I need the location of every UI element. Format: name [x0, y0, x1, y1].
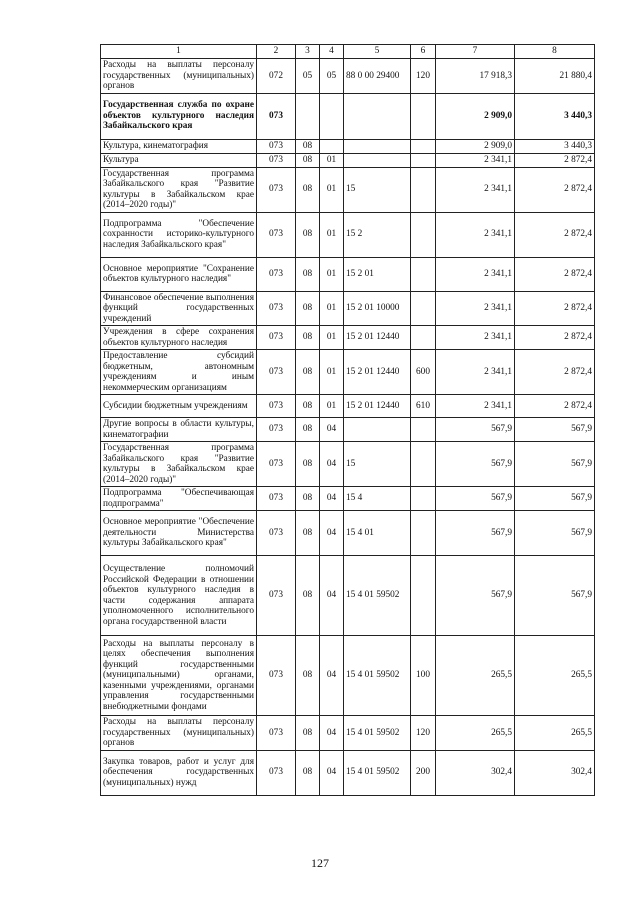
grbs-code: 073: [257, 212, 296, 257]
target-article-code: 15 4 01 59502: [344, 716, 411, 751]
budget-item-name: Предоставление субсидий бюджетным, автономным учреждениям и иным некоммерческим организациям: [101, 350, 257, 395]
amount-year-1: 2 341,1: [436, 291, 515, 326]
amount-year-1: 265,5: [436, 716, 515, 751]
table-row: [101, 716, 595, 751]
amount-year-2: 3 440,3: [515, 139, 595, 153]
subsection-code: 01: [320, 395, 344, 418]
target-article-code: [344, 139, 411, 153]
target-article-code: 15 2 01 12440: [344, 350, 411, 395]
budget-item-name: Расходы на выплаты персоналу государственных (муниципальных) органов: [101, 59, 257, 94]
section-code: 08: [296, 291, 320, 326]
subsection-code: 01: [320, 326, 344, 350]
amount-year-2: 2 872,4: [515, 257, 595, 291]
subsection-code: 01: [320, 153, 344, 167]
table-row: [101, 139, 595, 153]
table-row: [101, 418, 595, 442]
expense-type-code: [411, 153, 436, 167]
expense-type-code: [411, 326, 436, 350]
expense-type-code: [411, 511, 436, 556]
column-header-8: 8: [515, 45, 595, 59]
amount-year-2: 567,9: [515, 442, 595, 487]
target-article-code: 15 4 01 59502: [344, 636, 411, 716]
section-code: 08: [296, 716, 320, 751]
amount-year-2: 265,5: [515, 716, 595, 751]
section-code: 08: [296, 511, 320, 556]
table-row: [101, 93, 595, 139]
subsection-code: [320, 93, 344, 139]
target-article-code: 15 2 01 12440: [344, 326, 411, 350]
amount-year-1: 2 341,1: [436, 167, 515, 212]
table-row: [101, 291, 595, 326]
grbs-code: 072: [257, 59, 296, 94]
table-row: [101, 395, 595, 418]
subsection-code: 04: [320, 442, 344, 487]
amount-year-2: 2 872,4: [515, 167, 595, 212]
grbs-code: 073: [257, 326, 296, 350]
budget-item-name: Культура: [101, 153, 257, 167]
grbs-code: 073: [257, 395, 296, 418]
budget-item-name: Государственная программа Забайкальского края "Развитие культуры в Забайкальском крае (2014–2020 годы)": [101, 442, 257, 487]
expense-type-code: [411, 442, 436, 487]
budget-item-name: Расходы на выплаты персоналу в целях обеспечения выполнения функций государственными (муниципальными) органами, казенными учреждениями, органами управления государственными внебюджетными фондами: [101, 636, 257, 716]
expense-type-code: [411, 139, 436, 153]
target-article-code: 15 4 01: [344, 511, 411, 556]
amount-year-2: 2 872,4: [515, 326, 595, 350]
expense-type-code: [411, 418, 436, 442]
subsection-code: 05: [320, 59, 344, 94]
amount-year-2: 265,5: [515, 636, 595, 716]
amount-year-2: 567,9: [515, 556, 595, 636]
section-code: 08: [296, 212, 320, 257]
budget-item-name: Культура, кинематография: [101, 139, 257, 153]
amount-year-1: 2 341,1: [436, 153, 515, 167]
amount-year-1: 2 341,1: [436, 326, 515, 350]
budget-item-name: Подпрограмма "Обеспечение сохранности историко-культурного наследия Забайкальского края": [101, 212, 257, 257]
amount-year-1: 2 909,0: [436, 93, 515, 139]
table-row: [101, 750, 595, 795]
expense-type-code: [411, 291, 436, 326]
grbs-code: 073: [257, 418, 296, 442]
budget-item-name: Подпрограмма "Обеспечивающая подпрограмма": [101, 487, 257, 511]
amount-year-1: 2 341,1: [436, 257, 515, 291]
header-row: [101, 45, 595, 59]
target-article-code: 15 2 01 12440: [344, 395, 411, 418]
page-number: 127: [311, 856, 329, 870]
table-body: [101, 59, 595, 796]
subsection-code: 04: [320, 418, 344, 442]
table-row: [101, 167, 595, 212]
section-code: 08: [296, 139, 320, 153]
expense-type-code: 120: [411, 59, 436, 94]
amount-year-2: 3 440,3: [515, 93, 595, 139]
section-code: 08: [296, 395, 320, 418]
amount-year-1: 265,5: [436, 636, 515, 716]
amount-year-1: 2 341,1: [436, 395, 515, 418]
section-code: 05: [296, 59, 320, 94]
expense-type-code: 600: [411, 350, 436, 395]
subsection-code: 04: [320, 750, 344, 795]
amount-year-2: 567,9: [515, 487, 595, 511]
table-row: [101, 212, 595, 257]
amount-year-2: 567,9: [515, 511, 595, 556]
amount-year-2: 2 872,4: [515, 395, 595, 418]
expense-type-code: [411, 487, 436, 511]
amount-year-1: 567,9: [436, 418, 515, 442]
table-row: [101, 153, 595, 167]
target-article-code: 15 4: [344, 487, 411, 511]
amount-year-2: 2 872,4: [515, 212, 595, 257]
budget-item-name: Осуществление полномочий Российской Федерации в отношении объектов культурного наследия в части содержания аппарата уполномоченного исполнительного органа государственной власти: [101, 556, 257, 636]
table-row: [101, 442, 595, 487]
amount-year-1: 2 341,1: [436, 212, 515, 257]
budget-item-name: Основное мероприятие "Обеспечение деятельности Министерства культуры Забайкальского края": [101, 511, 257, 556]
subsection-code: 01: [320, 167, 344, 212]
table-row: [101, 257, 595, 291]
expense-type-code: [411, 257, 436, 291]
amount-year-2: 2 872,4: [515, 350, 595, 395]
section-code: 08: [296, 153, 320, 167]
grbs-code: 073: [257, 139, 296, 153]
grbs-code: 073: [257, 350, 296, 395]
table-row: [101, 556, 595, 636]
section-code: 08: [296, 442, 320, 487]
subsection-code: 04: [320, 511, 344, 556]
expense-type-code: 610: [411, 395, 436, 418]
amount-year-2: 567,9: [515, 418, 595, 442]
column-header-4: 4: [320, 45, 344, 59]
column-header-7: 7: [436, 45, 515, 59]
grbs-code: 073: [257, 167, 296, 212]
section-code: 08: [296, 167, 320, 212]
grbs-code: 073: [257, 442, 296, 487]
expense-type-code: [411, 93, 436, 139]
grbs-code: 073: [257, 556, 296, 636]
column-header-3: 3: [296, 45, 320, 59]
amount-year-1: 567,9: [436, 487, 515, 511]
section-code: 08: [296, 350, 320, 395]
section-code: 08: [296, 487, 320, 511]
budget-item-name: Государственная программа Забайкальского края "Развитие культуры в Забайкальском крае (2014–2020 годы)": [101, 167, 257, 212]
section-code: 08: [296, 636, 320, 716]
amount-year-1: 2 909,0: [436, 139, 515, 153]
expense-type-code: [411, 212, 436, 257]
table-row: [101, 350, 595, 395]
grbs-code: 073: [257, 291, 296, 326]
budget-item-name: Основное мероприятие "Сохранение объектов культурного наследия": [101, 257, 257, 291]
column-header-2: 2: [257, 45, 296, 59]
grbs-code: 073: [257, 257, 296, 291]
section-code: 08: [296, 418, 320, 442]
budget-item-name: Закупка товаров, работ и услуг для обеспечения государственных (муниципальных) нужд: [101, 750, 257, 795]
section-code: 08: [296, 257, 320, 291]
amount-year-1: 567,9: [436, 442, 515, 487]
expense-type-code: 200: [411, 750, 436, 795]
target-article-code: [344, 153, 411, 167]
section-code: [296, 93, 320, 139]
table-row: [101, 59, 595, 94]
target-article-code: [344, 93, 411, 139]
table-row: [101, 511, 595, 556]
subsection-code: [320, 139, 344, 153]
subsection-code: 04: [320, 556, 344, 636]
grbs-code: 073: [257, 153, 296, 167]
target-article-code: 15 2: [344, 212, 411, 257]
grbs-code: 073: [257, 716, 296, 751]
subsection-code: 01: [320, 350, 344, 395]
expense-type-code: [411, 556, 436, 636]
grbs-code: 073: [257, 636, 296, 716]
grbs-code: 073: [257, 93, 296, 139]
section-code: 08: [296, 750, 320, 795]
amount-year-2: 2 872,4: [515, 153, 595, 167]
amount-year-1: 567,9: [436, 556, 515, 636]
subsection-code: 01: [320, 212, 344, 257]
amount-year-2: 2 872,4: [515, 291, 595, 326]
grbs-code: 073: [257, 487, 296, 511]
budget-table: [100, 44, 595, 796]
expense-type-code: [411, 167, 436, 212]
target-article-code: 15: [344, 167, 411, 212]
expense-type-code: 120: [411, 716, 436, 751]
budget-item-name: Другие вопросы в области культуры, кинематографии: [101, 418, 257, 442]
grbs-code: 073: [257, 750, 296, 795]
target-article-code: 15: [344, 442, 411, 487]
table-row: [101, 326, 595, 350]
budget-item-name: Учреждения в сфере сохранения объектов культурного наследия: [101, 326, 257, 350]
subsection-code: 01: [320, 257, 344, 291]
budget-item-name: Субсидии бюджетным учреждениям: [101, 395, 257, 418]
grbs-code: 073: [257, 511, 296, 556]
target-article-code: 15 2 01 10000: [344, 291, 411, 326]
table-row: [101, 487, 595, 511]
budget-item-name: Расходы на выплаты персоналу государственных (муниципальных) органов: [101, 716, 257, 751]
amount-year-1: 2 341,1: [436, 350, 515, 395]
amount-year-1: 17 918,3: [436, 59, 515, 94]
subsection-code: 01: [320, 291, 344, 326]
subsection-code: 04: [320, 487, 344, 511]
target-article-code: [344, 418, 411, 442]
target-article-code: 15 4 01 59502: [344, 750, 411, 795]
table-row: [101, 636, 595, 716]
amount-year-1: 567,9: [436, 511, 515, 556]
budget-item-name: Государственная служба по охране объектов культурного наследия Забайкальского края: [101, 93, 257, 139]
subsection-code: 04: [320, 716, 344, 751]
target-article-code: 15 4 01 59502: [344, 556, 411, 636]
amount-year-2: 302,4: [515, 750, 595, 795]
target-article-code: 88 0 00 29400: [344, 59, 411, 94]
section-code: 08: [296, 556, 320, 636]
column-header-6: 6: [411, 45, 436, 59]
expense-type-code: 100: [411, 636, 436, 716]
amount-year-1: 302,4: [436, 750, 515, 795]
section-code: 08: [296, 326, 320, 350]
subsection-code: 04: [320, 636, 344, 716]
budget-item-name: Финансовое обеспечение выполнения функций государственных учреждений: [101, 291, 257, 326]
target-article-code: 15 2 01: [344, 257, 411, 291]
column-header-1: 1: [101, 45, 257, 59]
column-header-5: 5: [344, 45, 411, 59]
amount-year-2: 21 880,4: [515, 59, 595, 94]
